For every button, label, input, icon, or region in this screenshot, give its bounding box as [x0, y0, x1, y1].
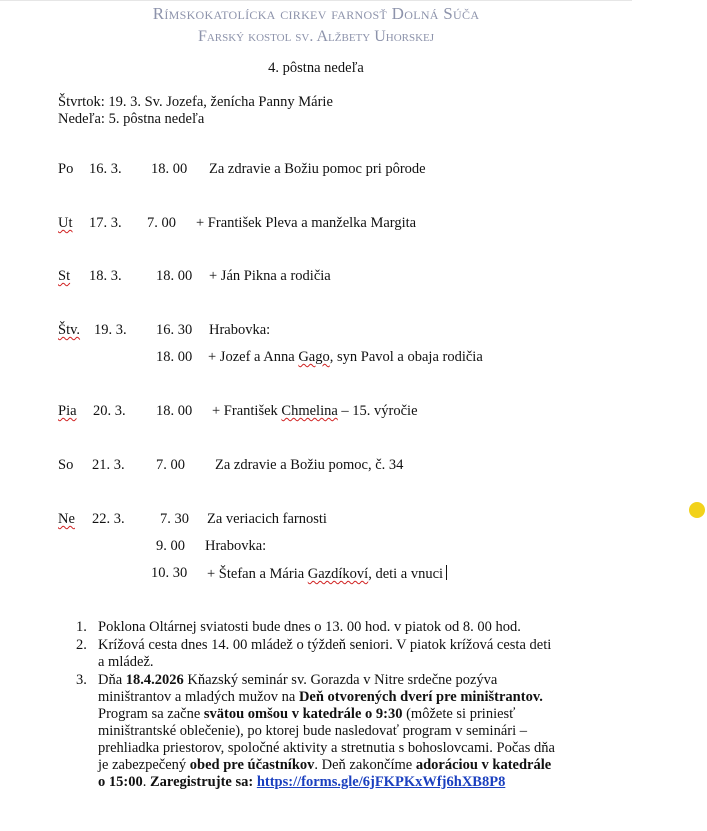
date-so: 21. 3. [92, 457, 125, 473]
intention-stv-2-c: , syn Pavol a obaja rodičia [329, 349, 483, 365]
day-ut-text: Ut [58, 215, 73, 231]
time-po: 18. 00 [151, 161, 188, 177]
intention-pia-b: Chmelina [281, 403, 338, 419]
time-ne: 7. 30 [160, 511, 189, 527]
church-subtitle: Farský kostol sv. Alžbety Uhorskej [197, 28, 435, 45]
sunday-title: 4. pôstna nedeľa [268, 60, 364, 76]
announcement-2-text: Krížová cesta dnes 14. 00 mládež o týždeň seniori. V piatok krížová cesta deti a mládež. [98, 637, 552, 670]
day-pia [58, 403, 77, 420]
date-stv: 19. 3. [94, 322, 127, 338]
announcement-3-event: Deň otvorených dverí pre miništrantov. [298, 689, 543, 705]
time-ne-3: 10. 30 [151, 565, 188, 581]
intention-po: Za zdravie a Božiu pomoc pri pôrode [209, 161, 426, 177]
time-ne-2: 9. 00 [156, 538, 185, 554]
announcement-3-mass: svätou omšou v katedrále o 9:30 [203, 706, 403, 722]
intention-ne: Za veriacich farnosti [207, 511, 327, 527]
day-so: So [58, 457, 74, 473]
announcement-3 [76, 672, 556, 791]
day-pia-text: Pia [58, 403, 77, 419]
intention-ne-3-b: Gazdíkoví [307, 566, 369, 582]
text-cursor [446, 565, 447, 580]
announcement-3-text-2: Kňazský seminár sv. Gorazda v Nitre srdečne pozýva miništrantov a mladých mužov na [98, 672, 498, 705]
time-pia: 18. 00 [156, 403, 193, 419]
date-st: 18. 3. [89, 268, 122, 284]
intro-line-sunday: Nedeľa: 5. pôstna nedeľa [58, 111, 205, 127]
day-st [58, 268, 70, 285]
day-ut [58, 215, 73, 232]
day-ne [58, 511, 75, 528]
time-stv-2: 18. 00 [156, 349, 193, 365]
date-ut: 17. 3. [89, 215, 122, 231]
intro-line-thursday: Štvrtok: 19. 3. Sv. Jozefa, ženícha Panny Márie [58, 94, 333, 110]
intention-so: Za zdravie a Božiu pomoc, č. 34 [215, 457, 404, 473]
intention-pia-c: – 15. výročie [337, 403, 418, 419]
parish-title: Rímskokatolícka cirkev farnosť Dolná Súča [152, 4, 480, 23]
date-pia: 20. 3. [93, 403, 126, 419]
announcement-3-text-4: (môžete si priniesť miništrantské oblečenie), po ktorej bude nasledovať program v seminári – prehliadka priestorov, spoločné aktivity a stretnutia s bohoslovcami. Počas dňa je zabezpečený [98, 706, 555, 773]
day-stv [58, 322, 80, 339]
registration-link[interactable]: https://forms.gle/6jFKPKxWfj6hXB8P8 [256, 774, 506, 790]
day-po: Po [58, 161, 74, 177]
page-top-edge [0, 0, 632, 1]
intention-ne-3-a: + Štefan a Mária [207, 566, 308, 582]
announcement-3-text-6: . [142, 774, 147, 790]
announcement-3-text-3: Program sa začne [98, 706, 204, 722]
announcement-3-lunch: obed pre účastníkov [189, 757, 315, 773]
time-st: 18. 00 [156, 268, 193, 284]
announcement-1 [76, 619, 556, 636]
announcement-2 [76, 637, 556, 671]
day-ne-text: Ne [58, 511, 75, 527]
intention-st: + Ján Pikna a rodičia [209, 268, 331, 284]
announcement-2-number: 2. [76, 637, 87, 653]
intention-pia [212, 403, 418, 420]
announcement-3-date: 18.4.2026 [125, 672, 184, 688]
intention-ne-3 [207, 565, 447, 583]
intention-stv-2-b: Gago [298, 349, 330, 365]
announcement-3-text-5: . Deň zakončíme [314, 757, 416, 773]
intention-stv-2-a: + Jozef a Anna [208, 349, 299, 365]
intention-stv-2 [208, 349, 483, 366]
register-label: Zaregistrujte sa: [149, 774, 254, 790]
cursor-highlight-marker [689, 502, 705, 518]
announcement-1-number: 1. [76, 619, 87, 635]
intention-ne-2: Hrabovka: [205, 538, 267, 554]
announcement-3-adoration: adoráciou v katedrále o 15:00 [98, 757, 552, 790]
announcement-1-text: Poklona Oltárnej sviatosti bude dnes o 13. 00 hod. v piatok od 8. 00 hod. [98, 619, 521, 635]
intention-ne-3-c: , deti a vnuci [368, 566, 444, 582]
intention-ut: + František Pleva a manželka Margita [196, 215, 417, 231]
announcement-3-number: 3. [76, 672, 87, 688]
time-ut: 7. 00 [147, 215, 176, 231]
intention-pia-a: + František [212, 403, 282, 419]
time-so: 7. 00 [156, 457, 185, 473]
time-stv: 16. 30 [156, 322, 193, 338]
day-st-text: St [58, 268, 71, 284]
date-ne: 22. 3. [92, 511, 125, 527]
date-po: 16. 3. [89, 161, 122, 177]
day-stv-text: Štv. [58, 322, 81, 338]
announcement-3-text-1: Dňa [98, 672, 126, 688]
announcements-list [76, 619, 556, 792]
intention-stv: Hrabovka: [209, 322, 271, 338]
